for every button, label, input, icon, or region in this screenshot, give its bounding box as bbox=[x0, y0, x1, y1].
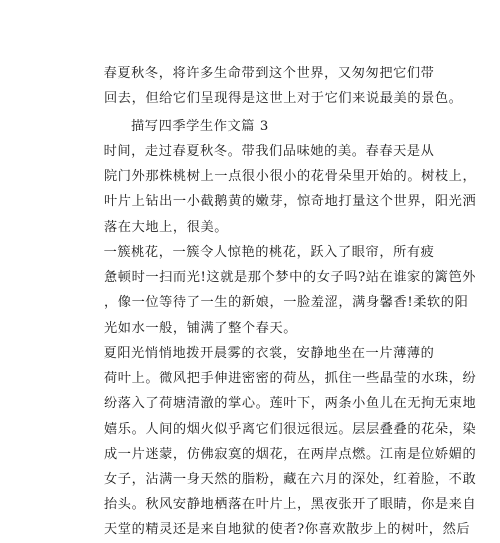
paragraph-line: 荷叶上。微风把手伸进密密的荷丛，抓住一些晶莹的水珠，纷 bbox=[104, 371, 477, 387]
paragraph-line: 惫顿时一扫而光!这就是那个梦中的女子吗?站在谁家的篱笆外 bbox=[104, 270, 477, 286]
paragraph-line: 成一片迷蒙，仿佛寂寞的烟花，在两岸点燃。江南是位娇媚的 bbox=[104, 446, 477, 462]
paragraph-1 bbox=[76, 61, 463, 111]
paragraph-line: 院门外那株桃树上一点很小很小的花骨朵里开始的。树枝上， bbox=[104, 169, 477, 185]
section-heading: 描写四季学生作文篇 3 bbox=[131, 119, 269, 134]
paragraph-line: 一簇桃花，一簇令人惊艳的桃花，跃入了眼帘，所有疲 bbox=[76, 245, 435, 260]
paragraph-line: 女子，沾满一身天然的脂粉，藏在六月的深处，红着脸，不敢 bbox=[104, 472, 477, 488]
paragraph-line: 回去，但给它们呈现得是这世上对于它们来说最美的景色。 bbox=[104, 91, 463, 107]
paragraph-line: 时间，走过春夏秋冬。带我们品味她的美。春春天是从 bbox=[76, 144, 435, 159]
paragraph-3 bbox=[76, 240, 477, 341]
paragraph-line: 叶片上钻出一小截鹅黄的嫩芽，惊奇地打量这个世界，阳光洒 bbox=[104, 194, 477, 210]
paragraph-line: 纷落入了荷塘清澈的掌心。莲叶下，两条小鱼儿在无拘无束地 bbox=[104, 396, 477, 412]
paragraph-line: 天堂的精灵还是来自地狱的使者?你喜欢散步上的树叶，然后 bbox=[104, 522, 471, 538]
paragraph-line: ，像一位等待了一生的新娘，一脸羞涩，满身馨香!柔软的阳 bbox=[104, 295, 469, 311]
paragraph-line: 抬头。秋风安静地栖落在叶片上，黑夜张开了眼睛，你是来自 bbox=[104, 497, 477, 513]
paragraph-line: 落在大地上，很美。 bbox=[104, 219, 229, 235]
paragraph-2 bbox=[76, 139, 477, 240]
paragraph-line: 春夏秋冬，将许多生命带到这个世界，又匆匆把它们带 bbox=[76, 66, 435, 81]
paragraph-line: 光如水一般，铺满了整个春天。 bbox=[104, 320, 298, 336]
paragraph-line: 嬉乐。人间的烟火似乎离它们很远很远。层层叠叠的花朵，染 bbox=[104, 421, 477, 437]
paragraph-4 bbox=[76, 341, 477, 543]
paragraph-line: 夏阳光悄悄地拨开晨雾的衣裳，安静地坐在一片薄薄的 bbox=[76, 346, 435, 361]
